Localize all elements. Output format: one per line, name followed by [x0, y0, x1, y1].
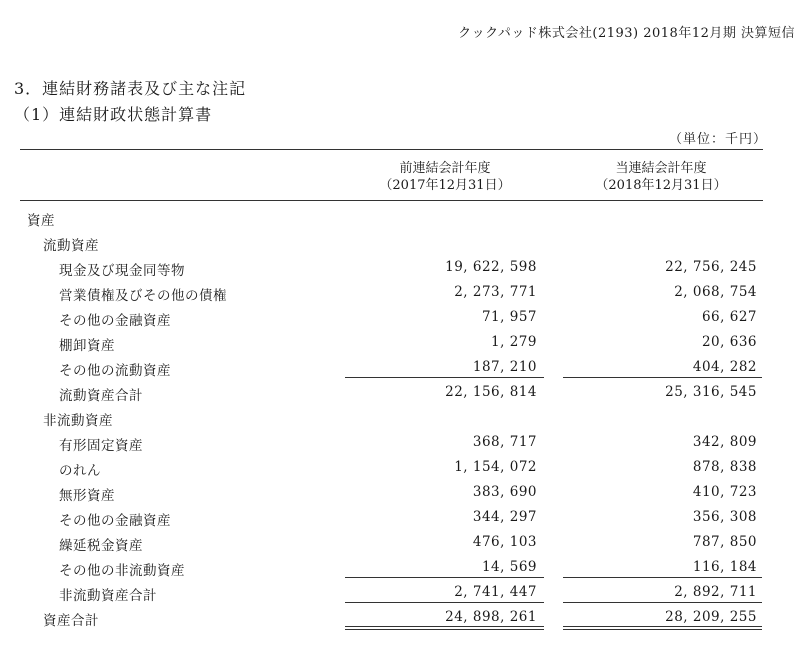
value-current-year: 342, 809	[692, 434, 757, 450]
table-row	[0, 509, 807, 533]
table-row	[0, 384, 807, 408]
subsection-title: （1）連結財政状態計算書	[14, 105, 213, 124]
column-header-prior-year-date: （2017年12月31日）	[379, 178, 511, 193]
row-label: 無形資産	[59, 488, 115, 504]
current-assets-subtotal-rule-prior	[345, 377, 544, 378]
value-current-year: 2, 068, 754	[674, 284, 757, 300]
value-current-year: 404, 282	[692, 359, 757, 375]
value-prior-year: 24, 898, 261	[445, 609, 537, 625]
value-prior-year: 71, 957	[481, 309, 537, 325]
table-row	[0, 459, 807, 483]
value-prior-year: 1, 154, 072	[454, 459, 537, 475]
table-row	[0, 309, 807, 333]
table-row	[0, 559, 807, 583]
document-header: クックパッド株式会社(2193) 2018年12月期 決算短信	[458, 26, 795, 41]
column-header-current-year-title: 当連結会計年度	[615, 161, 707, 176]
noncurrent-assets-subtotal-rule-current	[563, 577, 762, 578]
value-prior-year: 14, 569	[481, 559, 537, 575]
table-row	[0, 359, 807, 383]
unit-label: （単位：千円）	[668, 132, 767, 147]
noncurrent-assets-subtotal-rule-prior	[345, 577, 544, 578]
value-current-year: 878, 838	[692, 459, 757, 475]
row-label: のれん	[59, 463, 101, 479]
row-label: その他の金融資産	[59, 513, 171, 529]
row-label: 営業債権及びその他の債権	[59, 288, 227, 304]
row-label: その他の金融資産	[59, 313, 171, 329]
row-label: 有形固定資産	[59, 438, 143, 454]
current-assets-subtotal-rule-current	[563, 377, 762, 378]
table-row	[0, 434, 807, 458]
column-header-current-year-date: （2018年12月31日）	[595, 178, 727, 193]
value-current-year: 20, 636	[701, 334, 757, 350]
value-prior-year: 2, 741, 447	[454, 584, 537, 600]
table-row	[0, 534, 807, 558]
table-header-rule	[20, 200, 763, 201]
value-prior-year: 22, 156, 814	[445, 384, 537, 400]
total-assets-rule-current	[563, 602, 762, 603]
row-label: その他の非流動資産	[59, 563, 185, 579]
value-prior-year: 187, 210	[472, 359, 537, 375]
table-row	[0, 284, 807, 308]
table-row	[0, 209, 807, 233]
value-current-year: 116, 184	[692, 559, 757, 575]
row-label: 資産	[27, 213, 55, 229]
value-prior-year: 383, 690	[472, 484, 537, 500]
total-assets-double-rule-prior	[345, 626, 544, 630]
value-current-year: 410, 723	[692, 484, 757, 500]
row-label: 流動資産合計	[59, 388, 143, 404]
value-current-year: 22, 756, 245	[665, 259, 757, 275]
row-label: 資産合計	[43, 613, 99, 629]
value-prior-year: 368, 717	[472, 434, 537, 450]
value-prior-year: 2, 273, 771	[454, 284, 537, 300]
value-current-year: 356, 308	[692, 509, 757, 525]
row-label: 現金及び現金同等物	[59, 263, 185, 279]
row-label: 繰延税金資産	[59, 538, 143, 554]
table-row	[0, 334, 807, 358]
value-prior-year: 1, 279	[491, 334, 537, 350]
value-current-year: 25, 316, 545	[665, 384, 757, 400]
row-label: 非流動資産	[43, 413, 113, 429]
total-assets-rule-prior	[345, 602, 544, 603]
table-row	[0, 234, 807, 258]
table-row	[0, 584, 807, 608]
table-row	[0, 484, 807, 508]
column-header-prior-year	[335, 160, 555, 194]
value-prior-year: 476, 103	[472, 534, 537, 550]
value-current-year: 787, 850	[692, 534, 757, 550]
table-row	[0, 409, 807, 433]
total-assets-double-rule-current	[563, 626, 762, 630]
column-header-prior-year-title: 前連結会計年度	[399, 161, 491, 176]
row-label: 棚卸資産	[59, 338, 115, 354]
table-row	[0, 259, 807, 283]
value-current-year: 66, 627	[701, 309, 757, 325]
row-label: 流動資産	[43, 238, 99, 254]
section-title: 3．連結財務諸表及び主な注記	[14, 79, 247, 98]
value-current-year: 28, 209, 255	[665, 609, 757, 625]
value-prior-year: 19, 622, 598	[445, 259, 537, 275]
row-label: 非流動資産合計	[59, 588, 157, 604]
table-top-rule	[20, 149, 763, 150]
column-header-current-year	[551, 160, 771, 194]
row-label: その他の流動資産	[59, 363, 171, 379]
value-prior-year: 344, 297	[472, 509, 537, 525]
value-current-year: 2, 892, 711	[674, 584, 757, 600]
